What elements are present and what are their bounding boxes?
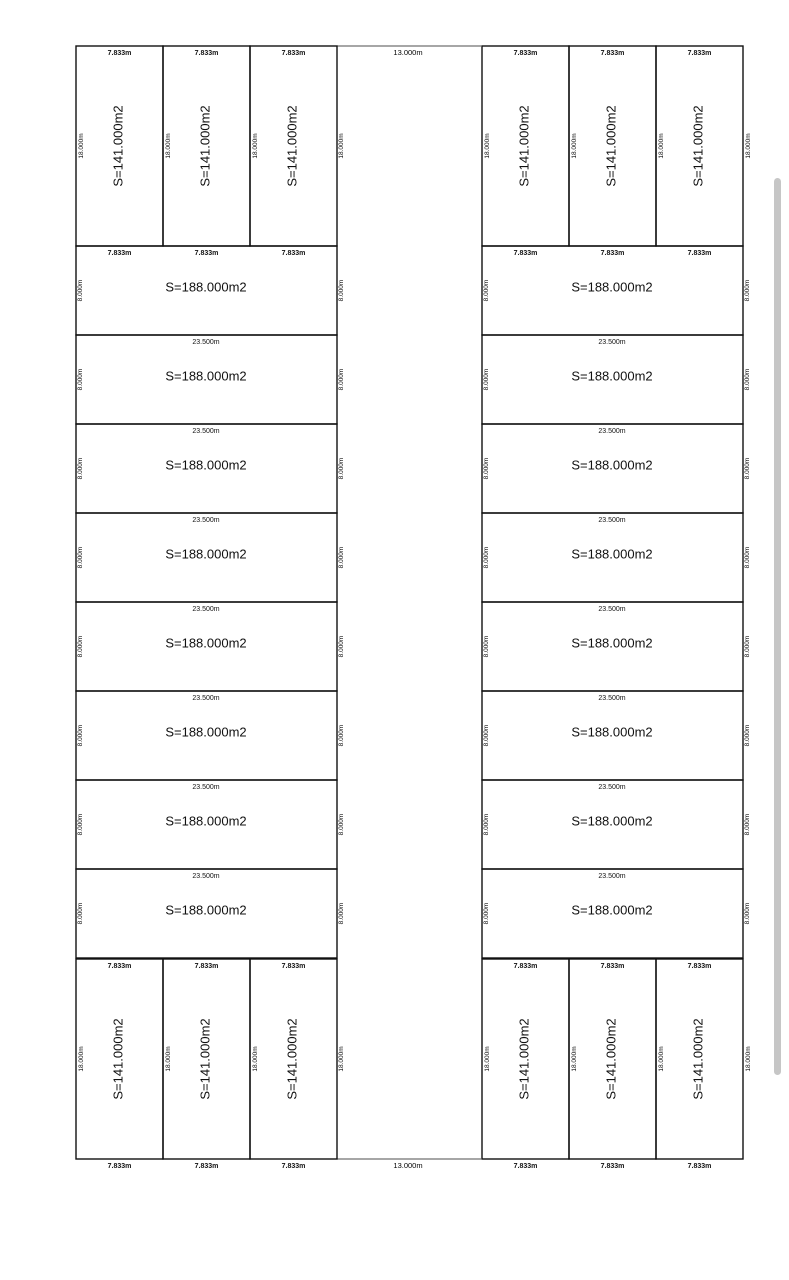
large-lot-area-label: S=188.000m2 <box>165 279 247 295</box>
large-lot-depth-label: 8.000m <box>744 813 751 836</box>
large-lot-depth-label: 8.000m <box>77 279 84 302</box>
large-lot-depth-label: 8.000m <box>744 724 751 747</box>
small-lot-width-label: 7.833m <box>600 1163 625 1170</box>
large-lot-area-label: S=188.000m2 <box>165 457 247 473</box>
large-lot-depth-label: 8.000m <box>483 368 490 391</box>
large-lot-depth-label: 8.000m <box>77 635 84 658</box>
large-lot-depth-label: 8.000m <box>338 457 345 480</box>
lot-outlines <box>76 46 743 1159</box>
large-lot-area-label: S=188.000m2 <box>571 368 653 384</box>
small-lot-width-label: 7.833m <box>281 50 306 57</box>
large-lot-depth-label: 8.000m <box>77 546 84 569</box>
large-lot-width-label: 23.500m <box>192 695 220 702</box>
large-lot-depth-label: 8.000m <box>77 724 84 747</box>
large-lot-width-label: 23.500m <box>192 606 220 613</box>
block-depth-label: 18.000m <box>745 133 752 159</box>
large-lot-depth-label: 8.000m <box>744 368 751 391</box>
large-lot-depth-label: 8.000m <box>77 902 84 925</box>
large-lot-depth-label: 8.000m <box>483 902 490 925</box>
road-width-label-bottom: 13.000m <box>393 1161 423 1170</box>
large-lot-width-label: 23.500m <box>192 517 220 524</box>
large-lot-depth-label: 8.000m <box>338 724 345 747</box>
large-lot-width-label: 23.500m <box>192 428 220 435</box>
small-lot-area-label: S=141.000m2 <box>516 105 532 187</box>
large-lot-area-label: S=188.000m2 <box>165 724 247 740</box>
small-lot-depth-label: 18.000m <box>165 1046 172 1072</box>
small-lot-width-label: 7.833m <box>513 250 538 257</box>
large-lot-depth-label: 8.000m <box>483 635 490 658</box>
large-lot-width-label: 23.500m <box>598 606 626 613</box>
large-lot-depth-label: 8.000m <box>744 546 751 569</box>
road-width-label-top: 13.000m <box>393 48 423 57</box>
small-lot-area-label: S=141.000m2 <box>284 105 300 187</box>
small-lot-area-label: S=141.000m2 <box>603 105 619 187</box>
large-lot-area-label: S=188.000m2 <box>165 902 247 918</box>
small-lot-width-label: 7.833m <box>513 50 538 57</box>
large-lot-area-label: S=188.000m2 <box>571 724 653 740</box>
small-lot-width-label: 7.833m <box>107 1163 132 1170</box>
small-lot-width-label: 7.833m <box>600 250 625 257</box>
small-lot-width-label: 7.833m <box>194 1163 219 1170</box>
block-depth-label: 18.000m <box>338 133 345 159</box>
small-lot-width-label: 7.833m <box>107 963 132 970</box>
large-lot-depth-label: 8.000m <box>338 902 345 925</box>
large-lot-depth-label: 8.000m <box>744 457 751 480</box>
small-lot-width-label: 7.833m <box>281 1163 306 1170</box>
large-lot-area-label: S=188.000m2 <box>165 546 247 562</box>
large-lot-depth-label: 8.000m <box>338 279 345 302</box>
large-lot-depth-label: 8.000m <box>483 457 490 480</box>
large-lot-area-label: S=188.000m2 <box>571 279 653 295</box>
large-lot-depth-label: 8.000m <box>77 813 84 836</box>
small-lot-depth-label: 18.000m <box>252 1046 259 1072</box>
large-lot-depth-label: 8.000m <box>338 635 345 658</box>
small-lot-area-label: S=141.000m2 <box>110 105 126 187</box>
large-lot-width-label: 23.500m <box>192 339 220 346</box>
large-lot-area-label: S=188.000m2 <box>571 813 653 829</box>
small-lot-width-label: 7.833m <box>600 50 625 57</box>
large-lot-depth-label: 8.000m <box>338 813 345 836</box>
small-lot-width-label: 7.833m <box>281 963 306 970</box>
large-lot-area-label: S=188.000m2 <box>165 813 247 829</box>
scrollbar-thumb[interactable] <box>774 178 781 1075</box>
small-lot-depth-label: 18.000m <box>252 133 259 159</box>
small-lot-width-label: 7.833m <box>194 963 219 970</box>
large-lot-depth-label: 8.000m <box>744 279 751 302</box>
small-lot-depth-label: 18.000m <box>165 133 172 159</box>
small-lot-width-label: 7.833m <box>687 250 712 257</box>
small-lot-depth-label: 18.000m <box>571 133 578 159</box>
large-lot-width-label: 23.500m <box>598 428 626 435</box>
large-lot-depth-label: 8.000m <box>483 279 490 302</box>
small-lot-width-label: 7.833m <box>107 250 132 257</box>
large-lot-width-label: 23.500m <box>598 784 626 791</box>
small-lot-area-label: S=141.000m2 <box>197 105 213 187</box>
large-lot-depth-label: 8.000m <box>744 902 751 925</box>
large-lot-area-label: S=188.000m2 <box>165 368 247 384</box>
small-lot-area-label: S=141.000m2 <box>690 1018 706 1100</box>
small-lot-area-label: S=141.000m2 <box>516 1018 532 1100</box>
large-lot-width-label: 23.500m <box>192 784 220 791</box>
small-lot-width-label: 7.833m <box>281 250 306 257</box>
small-lot-depth-label: 18.000m <box>78 1046 85 1072</box>
small-lot-width-label: 7.833m <box>687 50 712 57</box>
small-lot-area-label: S=141.000m2 <box>284 1018 300 1100</box>
large-lot-width-label: 23.500m <box>598 695 626 702</box>
large-lot-width-label: 23.500m <box>598 517 626 524</box>
vertical-scrollbar[interactable] <box>774 178 781 1075</box>
small-lot-width-label: 7.833m <box>687 1163 712 1170</box>
small-lot-area-label: S=141.000m2 <box>110 1018 126 1100</box>
large-lot-area-label: S=188.000m2 <box>571 457 653 473</box>
large-lot-depth-label: 8.000m <box>744 635 751 658</box>
small-lot-depth-label: 18.000m <box>484 1046 491 1072</box>
large-lot-depth-label: 8.000m <box>77 457 84 480</box>
block-depth-label: 18.000m <box>338 1046 345 1072</box>
large-lot-depth-label: 8.000m <box>77 368 84 391</box>
lot-labels <box>77 50 752 1170</box>
block-depth-label: 18.000m <box>745 1046 752 1072</box>
large-lot-width-label: 23.500m <box>598 873 626 880</box>
small-lot-width-label: 7.833m <box>194 50 219 57</box>
small-lot-depth-label: 18.000m <box>658 1046 665 1072</box>
small-lot-depth-label: 18.000m <box>658 133 665 159</box>
small-lot-width-label: 7.833m <box>600 963 625 970</box>
large-lot-depth-label: 8.000m <box>483 724 490 747</box>
large-lot-area-label: S=188.000m2 <box>165 635 247 651</box>
small-lot-width-label: 7.833m <box>513 1163 538 1170</box>
small-lot-width-label: 7.833m <box>687 963 712 970</box>
large-lot-area-label: S=188.000m2 <box>571 546 653 562</box>
small-lot-width-label: 7.833m <box>194 250 219 257</box>
large-lot-area-label: S=188.000m2 <box>571 902 653 918</box>
small-lot-area-label: S=141.000m2 <box>690 105 706 187</box>
small-lot-area-label: S=141.000m2 <box>603 1018 619 1100</box>
small-lot-area-label: S=141.000m2 <box>197 1018 213 1100</box>
large-lot-width-label: 23.500m <box>598 339 626 346</box>
large-lot-depth-label: 8.000m <box>338 368 345 391</box>
large-lot-depth-label: 8.000m <box>338 546 345 569</box>
small-lot-depth-label: 18.000m <box>78 133 85 159</box>
small-lot-depth-label: 18.000m <box>571 1046 578 1072</box>
small-lot-width-label: 7.833m <box>107 50 132 57</box>
large-lot-depth-label: 8.000m <box>483 813 490 836</box>
large-lot-width-label: 23.500m <box>192 873 220 880</box>
large-lot-depth-label: 8.000m <box>483 546 490 569</box>
small-lot-depth-label: 18.000m <box>484 133 491 159</box>
large-lot-area-label: S=188.000m2 <box>571 635 653 651</box>
small-lot-width-label: 7.833m <box>513 963 538 970</box>
